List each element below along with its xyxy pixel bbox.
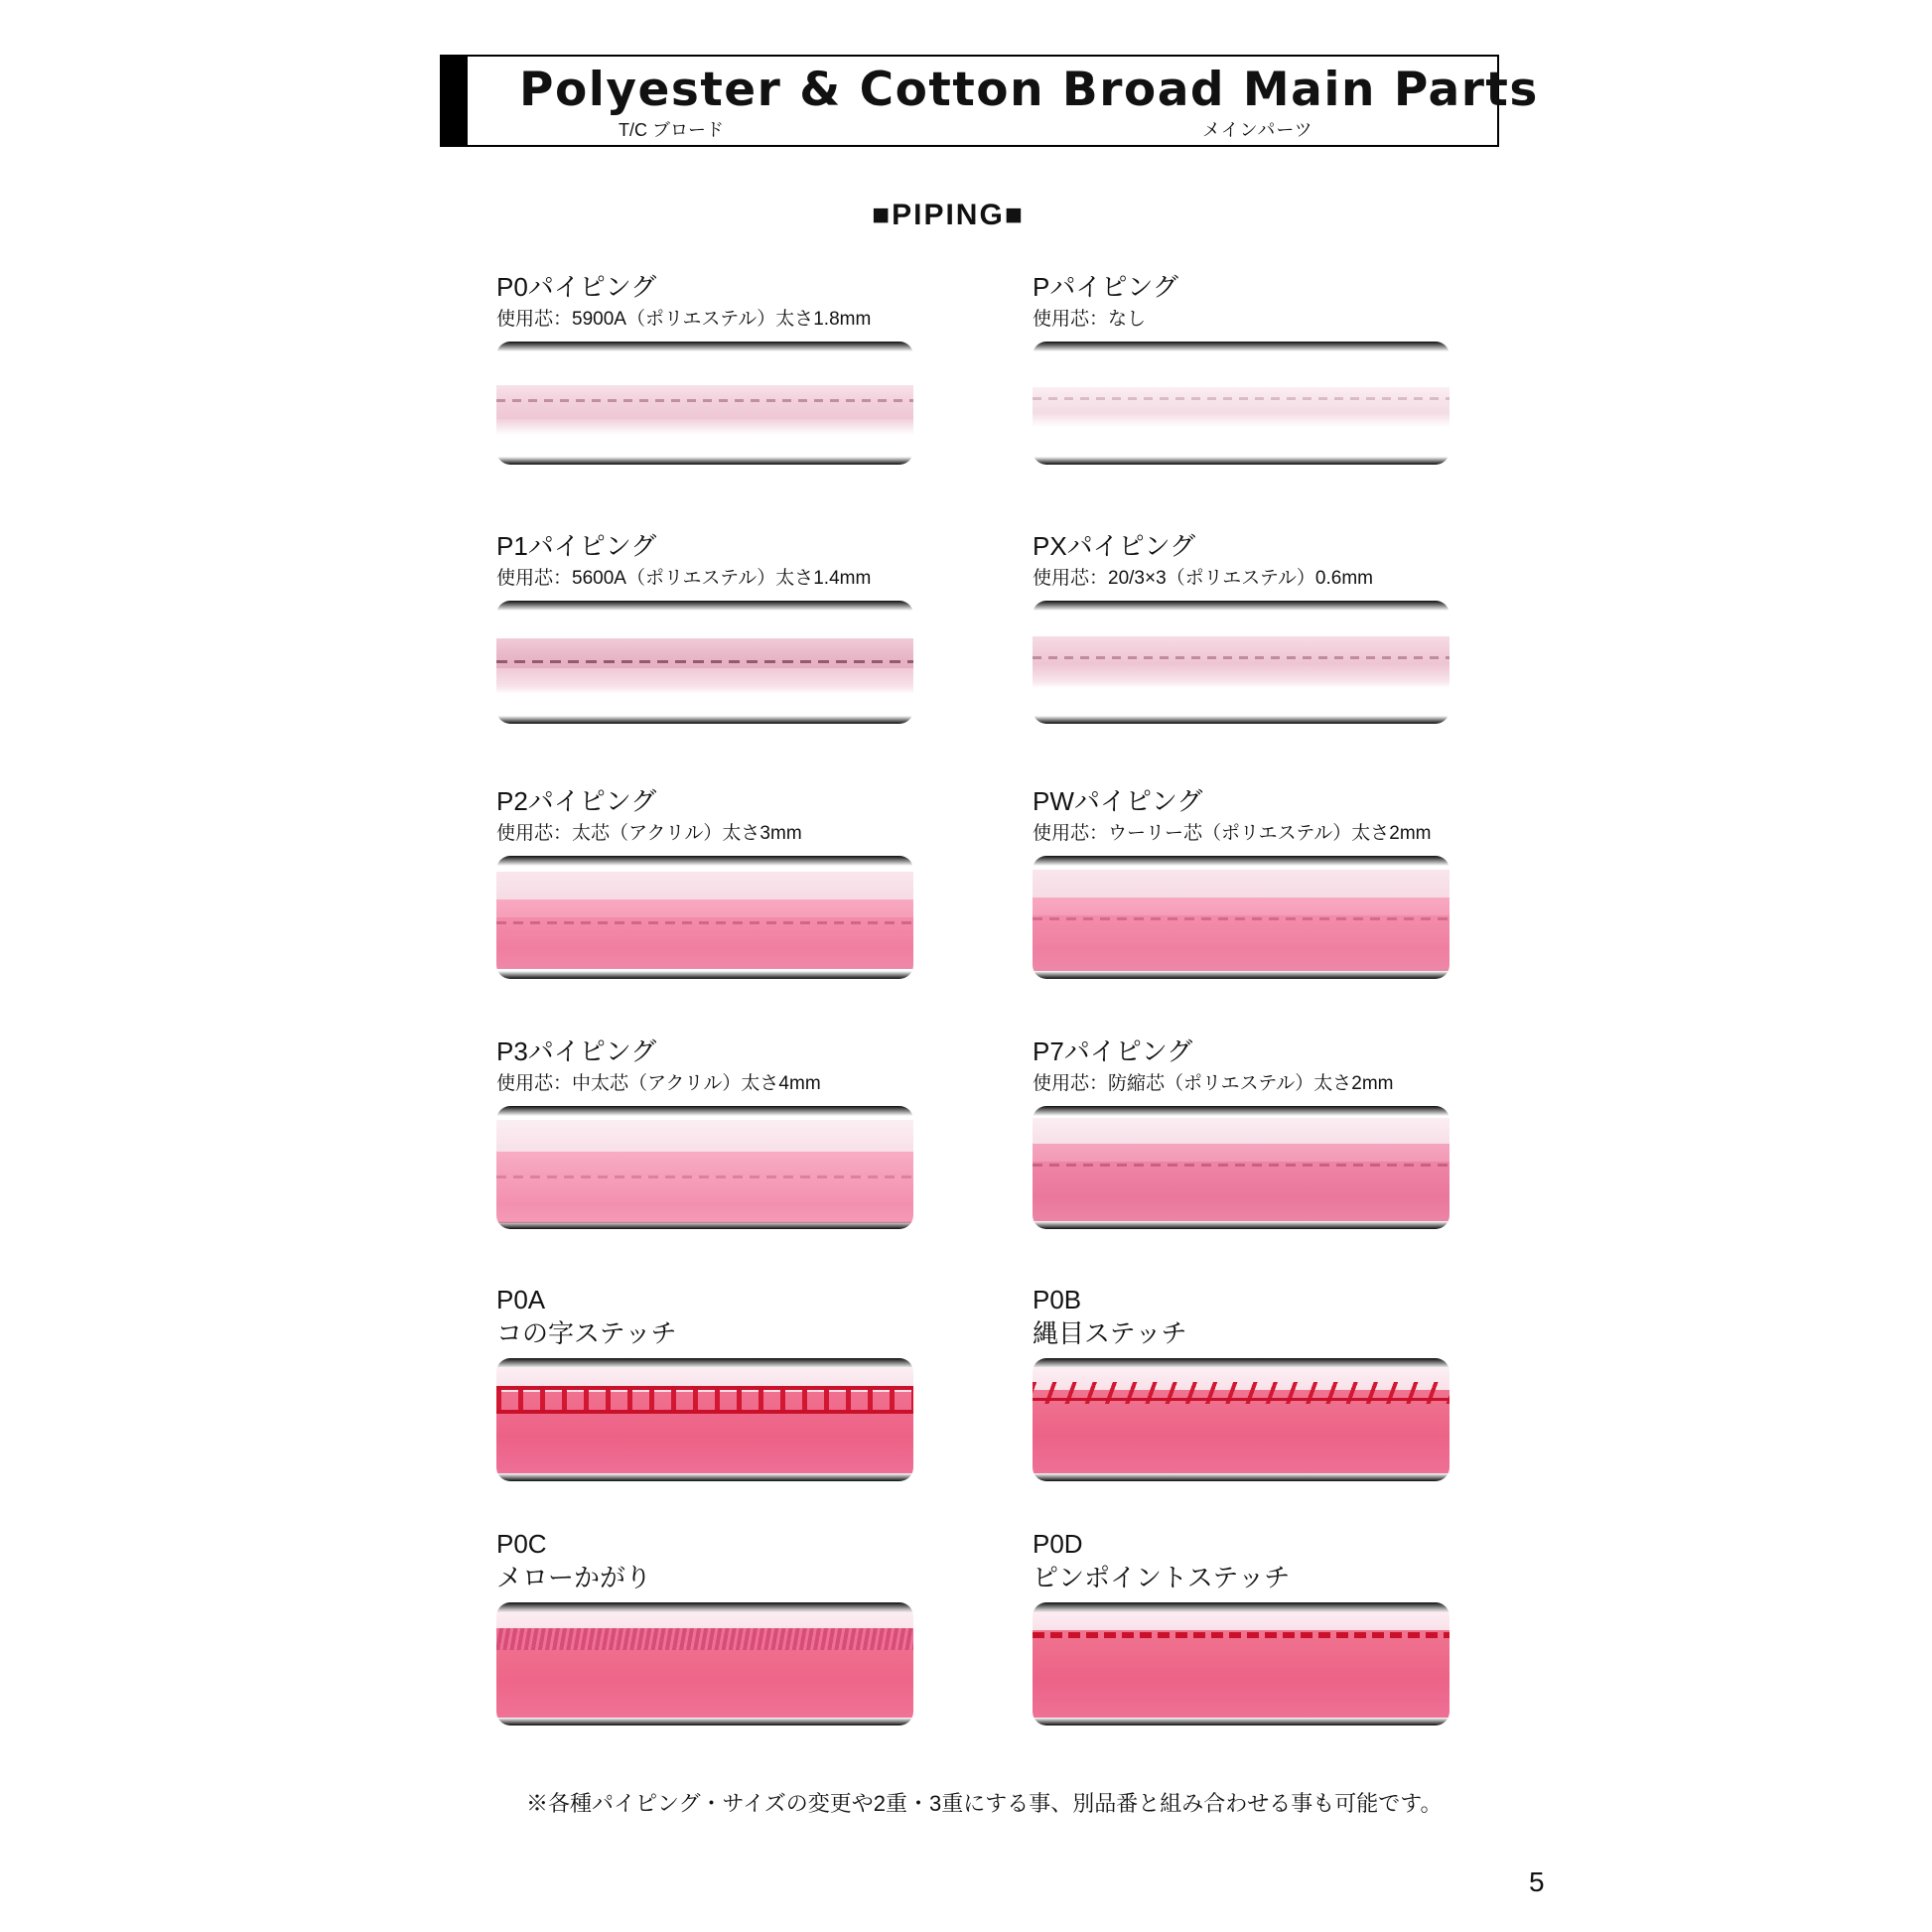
swatch-image — [1033, 342, 1449, 465]
item-description: 使用芯：5600A（ポリエステル）太さ1.4mm — [496, 568, 872, 589]
section-title-piping: ■PIPING■ — [872, 199, 1025, 231]
item-code: P0B — [1033, 1285, 1082, 1314]
swatch-image — [1033, 1106, 1449, 1229]
piping-item-p0d — [1033, 1527, 1449, 1725]
swatch-image — [1033, 1358, 1449, 1481]
piping-item-p1 — [496, 529, 913, 724]
item-description: 使用芯：防縮芯（ポリエステル）太さ2mm — [1033, 1073, 1394, 1094]
piping-item-p0a — [496, 1283, 913, 1481]
swatch-image — [496, 1358, 913, 1481]
footnote-text: ※各種パイピング・サイズの変更や2重・3重にする事、別品番と組み合わせる事も可能です。 — [526, 1791, 1443, 1816]
item-code: P7パイピング — [1033, 1036, 1193, 1066]
piping-item-p — [1033, 270, 1449, 465]
item-stitch-name: メローかがり — [496, 1563, 652, 1592]
item-code: P0A — [496, 1285, 546, 1314]
item-code: P0パイピング — [496, 272, 657, 302]
piping-item-p0 — [496, 270, 913, 465]
swatch-image — [496, 1106, 913, 1229]
item-code: Pパイピング — [1033, 272, 1178, 302]
item-description: 使用芯：中太芯（アクリル）太さ4mm — [496, 1073, 821, 1094]
item-description: 使用芯：ウーリー芯（ポリエステル）太さ2mm — [1033, 823, 1432, 844]
item-code: P2パイピング — [496, 786, 657, 816]
item-description: 使用芯：太芯（アクリル）太さ3mm — [496, 823, 802, 844]
item-code: P0D — [1033, 1529, 1083, 1559]
item-code: P1パイピング — [496, 531, 657, 561]
page-number: 5 — [1529, 1866, 1545, 1897]
swatch-image — [496, 342, 913, 465]
item-code: P3パイピング — [496, 1036, 657, 1066]
swatch-image — [496, 1602, 913, 1725]
piping-item-p7 — [1033, 1035, 1449, 1229]
swatch-image — [496, 856, 913, 979]
item-description: 使用芯：20/3×3（ポリエステル）0.6mm — [1033, 568, 1373, 589]
item-code: PWパイピング — [1033, 786, 1203, 816]
page-title: Polyester & Cotton Broad Main Parts — [519, 63, 1539, 117]
piping-item-p3 — [496, 1035, 913, 1229]
item-stitch-name: ピンポイントステッチ — [1033, 1563, 1291, 1592]
item-description: 使用芯：5900A（ポリエステル）太さ1.8mm — [496, 309, 872, 330]
header-subtitle-right: メインパーツ — [1202, 120, 1313, 140]
swatch-image — [1033, 856, 1449, 979]
piping-item-pw — [1033, 784, 1449, 979]
piping-item-p0c — [496, 1527, 913, 1725]
header-subtitle-left: T/C ブロード — [619, 120, 724, 140]
item-stitch-name: 縄目ステッチ — [1033, 1318, 1187, 1348]
item-description: 使用芯：なし — [1033, 309, 1147, 330]
swatch-image — [496, 601, 913, 724]
item-code: PXパイピング — [1033, 531, 1196, 561]
swatch-image — [1033, 1602, 1449, 1725]
piping-item-p0b — [1033, 1283, 1449, 1481]
piping-item-px — [1033, 529, 1449, 724]
item-stitch-name: コの字ステッチ — [496, 1318, 677, 1348]
swatch-image — [1033, 601, 1449, 724]
item-code: P0C — [496, 1529, 547, 1559]
piping-item-p2 — [496, 784, 913, 979]
